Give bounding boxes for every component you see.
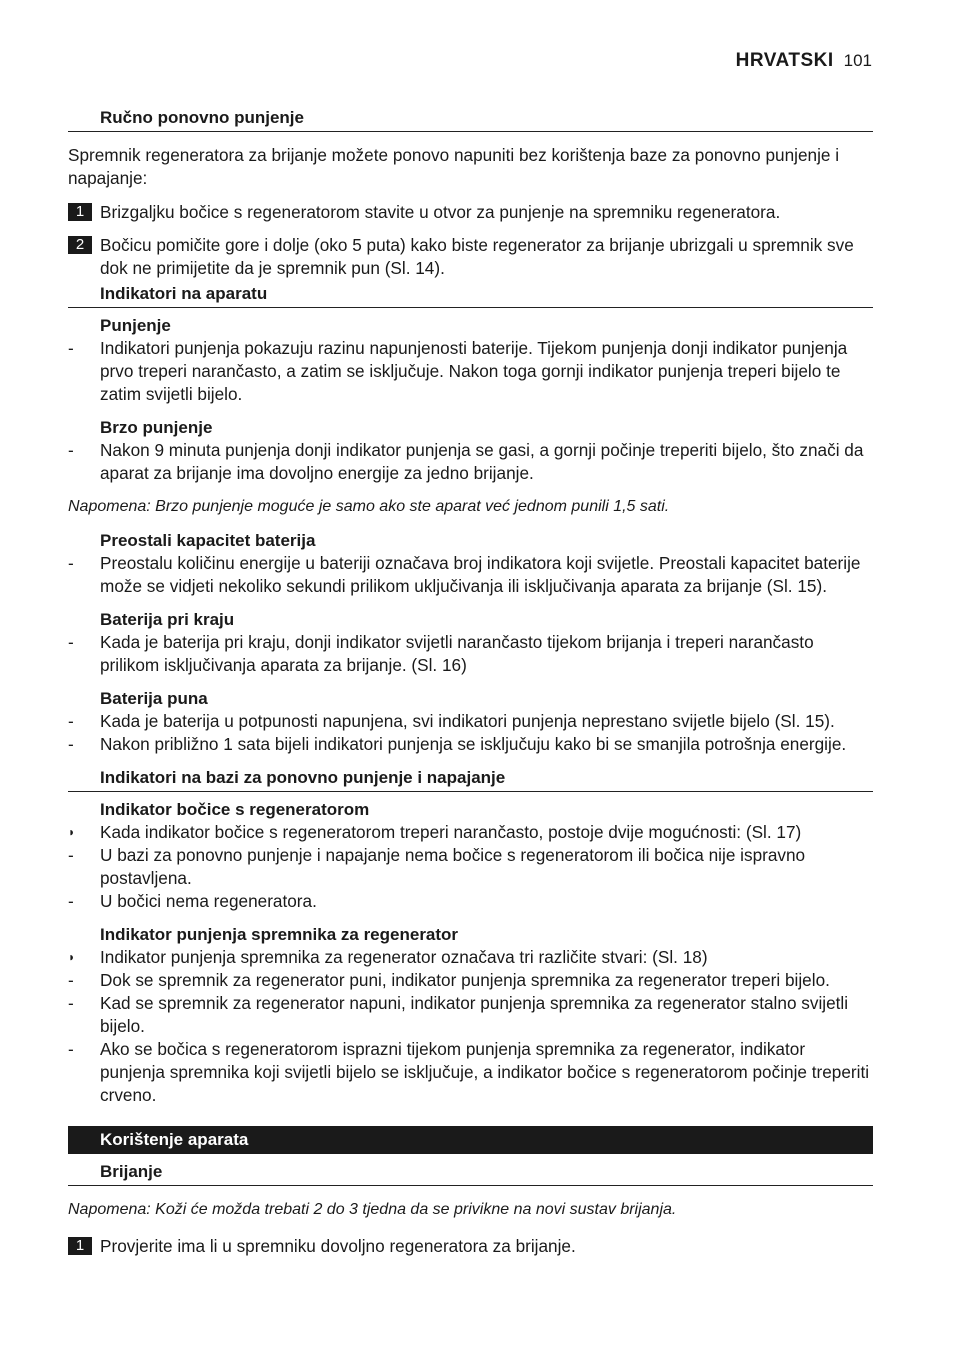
subheading-quick-charge: Brzo punjenje <box>100 418 213 437</box>
dash-marker: - <box>68 993 74 1013</box>
list-item-text: U bočici nema regeneratora. <box>100 891 317 911</box>
subheading-bottle-indicator: Indikator bočice s regeneratorom <box>100 800 370 819</box>
dash-marker: - <box>68 440 74 460</box>
list-item-lead <box>68 821 873 844</box>
list-item <box>68 337 873 406</box>
list-item <box>68 890 873 913</box>
step-item <box>68 1235 873 1258</box>
dash-marker: - <box>68 338 74 358</box>
dash-marker: - <box>68 734 74 754</box>
subheading-remaining-capacity: Preostali kapacitet baterija <box>100 531 316 550</box>
list-item-text: Dok se spremnik za regenerator puni, indikator punjenja spremnika za regenerator treperi bijelo. <box>100 970 830 990</box>
list-item <box>68 710 873 733</box>
dash-marker: - <box>68 891 74 911</box>
step-item <box>68 234 873 280</box>
step-number: 1 <box>68 1237 92 1255</box>
step-number: 2 <box>68 236 92 254</box>
section-heading-base-indicators: Indikatori na bazi za ponovno punjenje i napajanje <box>68 766 873 792</box>
subheading-shaving: Brijanje <box>68 1160 873 1186</box>
list-item-text: Kad se spremnik za regenerator napuni, indikator punjenja spremnika za regenerator stalno svijetli bijelo. <box>100 993 849 1036</box>
dash-marker: - <box>68 970 74 990</box>
step-text: Brizgaljku bočice s regeneratorom stavite u otvor za punjenje na spremniku regeneratora. <box>100 202 781 222</box>
list-item-text: Indikatori punjenja pokazuju razinu napunjenosti baterije. Tijekom punjenja donji indikator punjenja prvo treperi narančasto, a zatim se isključuje. Nakon toga gornji indikator punjenja treperi bijelo te zatim svijetli bijelo. <box>100 338 848 404</box>
list-item-text: Nakon približno 1 sata bijeli indikatori punjenja se isključuju kako bi se smanjila potrošnja energije. <box>100 734 847 754</box>
list-item <box>68 1038 873 1107</box>
dash-marker: - <box>68 1039 74 1059</box>
page-number: 101 <box>843 51 872 70</box>
list-item <box>68 631 873 677</box>
section-heading-manual-refill: Ručno ponovno punjenje <box>68 106 873 132</box>
list-item <box>68 439 873 485</box>
subheading-reservoir-indicator: Indikator punjenja spremnika za regenerator <box>100 925 459 944</box>
list-item-text: Preostalu količinu energije u bateriji označava broj indikatora koji svijetle. Preostali kapacitet baterije može se vidjeti nekoliko sekundi prilikom uključivanja ili isključivanja aparata za brijanje (Sl. 15). <box>100 553 861 596</box>
section-heading-device-indicators: Indikatori na aparatu <box>68 282 873 308</box>
subheading-charging: Punjenje <box>100 316 171 335</box>
list-item <box>68 992 873 1038</box>
section-heading-using-appliance: Korištenje aparata <box>68 1126 873 1154</box>
list-item <box>68 844 873 890</box>
list-item-text: Ako se bočica s regeneratorom isprazni tijekom punjenja spremnika za regenerator, indikator punjenja spremnika koji svijetli bijelo se isključuje, a indikator bočice s regeneratorom počinje treperiti crveno. <box>100 1039 870 1105</box>
list-item-lead <box>68 946 873 969</box>
language-label: HRVATSKI <box>735 50 834 71</box>
subheading-battery-full: Baterija puna <box>100 689 208 708</box>
step-text: Provjerite ima li u spremniku dovoljno regeneratora za brijanje. <box>100 1236 576 1256</box>
list-item <box>68 552 873 598</box>
list-item-text: Kada je baterija pri kraju, donji indikator svijetli narančasto tijekom brijanja i treperi narančasto prilikom isključivanja aparata za brijanje. (Sl. 16) <box>100 632 814 675</box>
list-item-text: Kada indikator bočice s regeneratorom treperi narančasto, postoje dvije mogućnosti: (Sl. 17) <box>100 822 802 842</box>
dash-marker: - <box>68 711 74 731</box>
list-item-text: U bazi za ponovno punjenje i napajanje nema bočice s regeneratorom ili bočica nije ispravno postavljena. <box>100 845 806 888</box>
dash-marker: - <box>68 632 74 652</box>
note-text: Napomena: Brzo punjenje moguće je samo ako ste aparat već jednom punili 1,5 sati. <box>68 498 670 515</box>
dash-marker: - <box>68 553 74 573</box>
step-number: 1 <box>68 203 92 221</box>
list-item <box>68 969 873 992</box>
subheading-battery-low: Baterija pri kraju <box>100 610 235 629</box>
triangle-bullet-icon: ◗ <box>68 950 76 964</box>
list-item-text: Indikator punjenja spremnika za regenerator označava tri različite stvari: (Sl. 18) <box>100 947 708 967</box>
intro-paragraph: Spremnik regeneratora za brijanje možete ponovo napuniti bez korištenja baze za ponovno punjenje i napajanje: <box>68 145 840 188</box>
dash-marker: - <box>68 845 74 865</box>
step-text: Bočicu pomičite gore i dolje (oko 5 puta) kako biste regenerator za brijanje ubrizgali u spremnik sve dok ne primijetite da je spremnik pun (Sl. 14). <box>100 235 854 278</box>
triangle-bullet-icon: ◗ <box>68 825 76 839</box>
step-item <box>68 201 873 224</box>
note-text: Napomena: Koži će možda trebati 2 do 3 tjedna da se privikne na novi sustav brijanja. <box>68 1201 677 1218</box>
list-item-text: Nakon 9 minuta punjenja donji indikator punjenja se gasi, a gornji počinje treperiti bijelo, što znači da aparat za brijanje ima dovoljno energije za jedno brijanje. <box>100 440 864 483</box>
page-header <box>736 50 872 72</box>
document-body <box>68 106 873 1268</box>
list-item <box>68 733 873 756</box>
list-item-text: Kada je baterija u potpunosti napunjena, svi indikatori punjenja neprestano svijetle bijelo (Sl. 15). <box>100 711 835 731</box>
